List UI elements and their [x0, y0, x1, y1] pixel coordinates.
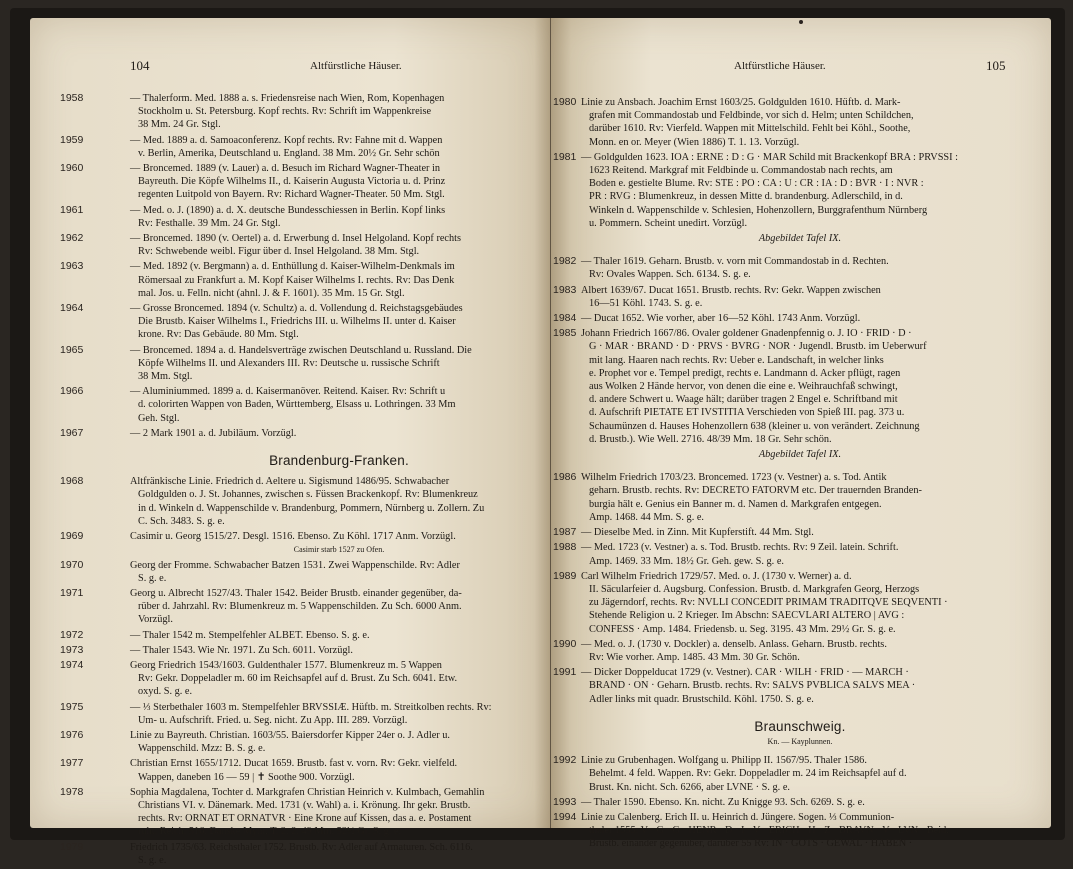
entry-text-line: Rv: Gekr. Doppeladler m. 60 im Reichsapfel auf d. Brust. Zu Sch. 6041. Etw.	[138, 673, 458, 685]
page-number: 105	[986, 58, 1006, 73]
catalog-entry	[60, 260, 548, 300]
entry-text-line: 38 Mm. Stgl.	[138, 371, 193, 383]
catalog-entry	[60, 728, 548, 755]
entry-text-line: rechts. Rv: ORNAT ET ORNATVR · Eine Krone auf Kissen, das a. e. Postament	[138, 813, 472, 825]
entry-text-line: G · MAR · BRAND · D · PRVS · BVRG · NOR · Jugendl. Brustb. im Ueberwurf	[589, 341, 927, 353]
entry-number: 1994	[553, 810, 577, 823]
entry-text-line: — Thaler 1542 m. Stempelfehler ALBET. Ebenso. S. g. e.	[130, 629, 370, 641]
entry-text-line: Adler links mit quadr. Brustschild. Köhl. 1750. S. g. e.	[589, 693, 814, 705]
entry-text-line: Linie zu Ansbach. Joachim Ernst 1603/25. Goldgulden 1610. Hüftb. d. Mark-	[581, 97, 901, 108]
entry-text-line: aus Wolken 2 Hände hervor, von denen die eine e. Weihrauchfaß schwingt,	[589, 381, 898, 393]
catalog-entry	[60, 232, 548, 258]
catalog-entry	[553, 666, 1019, 706]
catalog-entry	[60, 302, 548, 342]
entry-text-line: Geh. Stgl.	[138, 412, 180, 424]
entry-text-line: Sophia Magdalena, Tochter d. Markgrafen Christian Heinrich v. Kulmbach, Gemahlin	[130, 786, 485, 798]
entry-text-line: — Thaler 1590. Ebenso. Kn. nicht. Zu Knigge 93. Sch. 6269. S. g. e.	[581, 796, 865, 808]
entry-text-line: Carl Wilhelm Friedrich 1729/57. Med. o. J. (1730 v. Werner) a. d.	[581, 570, 852, 582]
catalog-entry	[553, 754, 1019, 794]
entry-text-line: — Broncemed. 1889 (v. Lauer) a. d. Besuch im Richard Wagner-Theater in	[130, 163, 441, 175]
entry-text-line: — Med. o. J. (1730 v. Dockler) a. denselb. Anlass. Geharn. Brustb. rechts.	[581, 638, 887, 650]
entry-text-line: Um- u. Aufschrift. Fried. u. Seg. nicht. Zu App. III. 289. Vorzügl.	[138, 714, 408, 726]
catalog-entry	[553, 471, 1019, 524]
entry-text-line: — Thalerform. Med. 1888 a. s. Friedensreise nach Wien, Rom, Kopenhagen	[130, 93, 445, 104]
catalog-entry	[553, 637, 1019, 664]
entry-text-line: thaler 1555. V · G · G · HENR · D · I · V · ERICH · H · Z · BRAVN · V · LVN · Beid.	[589, 825, 949, 837]
catalog-entry	[553, 283, 1019, 310]
entry-number: 1969	[60, 530, 84, 543]
entry-text-line: II. Säcularfeier d. Augsburg. Confession. Brustb. d. Markgrafen Georg, Herzogs	[589, 583, 920, 595]
entries-list	[553, 96, 1019, 706]
catalog-entry	[553, 150, 1019, 230]
entry-text-line: — Dicker Doppelducat 1729 (v. Vestner). CAR · WILH · FRID · — MARCH ·	[581, 667, 909, 679]
entry-text-line: Amp. 1469. 33 Mm. 18½ Gr. Geh. gew. S. g. e.	[589, 555, 784, 567]
entry-number: 1989	[553, 569, 577, 582]
entry-text-line: Rv: Schwebende weibl. Figur über d. Insel Helgoland. 38 Mm. Stgl.	[138, 246, 420, 258]
entry-text-line: mal. Jos. u. Felln. nicht (ahnl. J. & F. 1601). 35 Mm. 15 Gr. Stgl.	[138, 287, 405, 299]
entry-text-line: Rv: Ovales Wappen. Sch. 6134. S. g. e.	[589, 269, 751, 281]
entry-text-line: CONFESS · Amp. 1484. Friedensb. u. Seg. 3195. 43 Mm. 29½ Gr. S. g. e.	[589, 623, 896, 635]
catalog-entry	[60, 475, 548, 528]
section-title: Brandenburg-Franken.	[269, 453, 409, 469]
ink-dot	[799, 20, 803, 24]
entry-number: 1985	[553, 327, 577, 340]
catalog-entry	[553, 255, 1019, 281]
catalog-entry	[60, 133, 548, 160]
entry-text-line: — Broncemed. 1890 (v. Oertel) a. d. Erwerbung d. Insel Helgoland. Kopf rechts	[130, 233, 462, 245]
entry-text-line: Rv: Festhalle. 39 Mm. 24 Gr. Stgl.	[138, 217, 281, 229]
entry-text-line: Bayreuth. Die Köpfe Wilhelms II., d. Kaiserin Augusta Victoria u. d. Prinz	[138, 176, 446, 188]
entry-number: 1982	[553, 255, 577, 268]
entry-number: 1986	[553, 471, 577, 484]
entry-text-line: — 2 Mark 1901 a. d. Jubiläum. Vorzügl.	[130, 427, 297, 439]
entry-text-line: Monn. en or. Meyer (Wien 1886) T. 1. 13. Vorzügl.	[589, 136, 800, 148]
entry-text-line: — Goldgulden 1623. IOA : ERNE : D : G · MAR Schild mit Brackenkopf BRA : PRVSSI :	[581, 151, 959, 163]
catalog-entry	[60, 426, 548, 440]
entry-text-line: — Ducat 1652. Wie vorher, aber 16—52 Köhl. 1743 Anm. Vorzügl.	[581, 313, 861, 325]
entry-text-line: — Aluminiummed. 1899 a. d. Kaisermanöver. Reitend. Kaiser. Rv: Schrift u	[130, 386, 446, 398]
entry-number: 1963	[60, 260, 84, 273]
entry-number: 1991	[553, 666, 577, 679]
entry-number: 1974	[60, 658, 84, 671]
entry-text-line: Goldgulden o. J. St. Johannes, zwischen s. Füssen Brackenkopf. Rv: Blumenkreuz	[138, 489, 478, 501]
entry-number: 1983	[553, 283, 577, 296]
entry-number: 1981	[553, 150, 577, 163]
entry-number: 1972	[60, 628, 84, 641]
entry-text-line: Brust. Kn. nicht. Sch. 6266, aber LVNE · S. g. e.	[589, 781, 790, 793]
entry-text-line: — Dieselbe Med. in Zinn. Mit Kupferstift. 44 Mm. Stgl.	[581, 527, 814, 539]
running-head: Altfürstliche Häuser.	[734, 60, 826, 72]
entry-number: 1970	[60, 558, 84, 571]
entry-text-line: d. Brustb.). Wie Well. 2716. 48/39 Mm. 18 Gr. Sehr schön.	[589, 433, 832, 445]
figure-caption: Abgebildet Tafel IX.	[758, 449, 842, 461]
entry-text-line: — Med. o. J. (1890) a. d. X. deutsche Bundesschiessen in Berlin. Kopf links	[130, 204, 446, 216]
entry-text-line: 16—51 Köhl. 1743. S. g. e.	[589, 297, 703, 309]
page-number: 104	[130, 58, 150, 73]
entry-text-line: krone. Rv: Das Gebäude. 80 Mm. Stgl.	[138, 329, 299, 341]
entry-text-line: Friedrich 1735/63. Reichsthaler 1752. Brustb. Rv: Adler auf Armaturen. Sch. 6116.	[130, 841, 473, 853]
catalog-entry	[60, 658, 548, 699]
entry-text-line: zu Jägerndorf, rechts. Rv: NVLLI CONCEDIT PRIMAM TRADITQVE SEQVENTI ·	[589, 597, 948, 609]
entry-text-line: Linie zu Bayreuth. Christian. 1603/55. Baiersdorfer Kipper 24er o. J. Adler u.	[130, 729, 450, 741]
entry-text-line: Die Brustb. Kaiser Wilhelms I., Friedrichs III. u. Wilhelms II. unter d. Kaiser	[138, 316, 456, 328]
catalog-entry	[553, 96, 1019, 149]
entry-text-line: d. andere Schwert u. Waage hält; darüber tragen 2 Engel e. Schriftband mit	[589, 394, 898, 406]
entries-list	[60, 92, 548, 440]
entry-text-line: Altfränkische Linie. Friedrich d. Aeltere u. Sigismund 1486/95. Schwabacher	[130, 476, 450, 488]
entry-number: 1993	[553, 795, 577, 808]
entry-text-line: — Med. 1723 (v. Vestner) a. s. Tod. Brustb. rechts. Rv: 9 Zeil. latein. Schrift.	[581, 542, 899, 554]
entry-text-line: Georg der Fromme. Schwabacher Batzen 1531. Zwei Wappenschilde. Rv: Adler	[130, 559, 460, 571]
entry-text-line: mit lang. Haaren nach rechts. Rv: Ueber e. Landschaft, in welcher links	[589, 354, 884, 366]
catalog-entry	[60, 586, 548, 627]
entry-text-line: Christian Ernst 1655/1712. Ducat 1659. Brustb. fast v. vorn. Rv: Gekr. vielfeld.	[130, 758, 458, 770]
entry-number: 1977	[60, 757, 84, 770]
entry-text-line: geharn. Brustb. rechts. Rv: DECRETO FATORVM etc. Der trauernden Branden-	[589, 485, 922, 497]
catalog-entry	[60, 785, 548, 839]
entry-number: 1966	[60, 385, 84, 398]
entry-text-line: Linie zu Calenberg. Erich II. u. Heinrich d. Jüngere. Sogen. ⅓ Communion-	[581, 811, 895, 823]
catalog-entry	[60, 530, 548, 556]
catalog-entry	[553, 795, 1019, 809]
entry-text-line: Georg Friedrich 1543/1603. Guldenthaler 1577. Blumenkreuz m. 5 Wappen	[130, 659, 442, 671]
entry-number: 1979	[60, 840, 84, 853]
catalog-entry	[60, 203, 548, 230]
catalog-entry	[553, 526, 1019, 539]
entry-text-line: Albert 1639/67. Ducat 1651. Brustb. rechts. Rv: Gekr. Wappen zwischen	[581, 284, 881, 296]
entry-text-line: — Thaler 1543. Wie Nr. 1971. Zu Sch. 6011. Vorzügl.	[130, 644, 353, 656]
entry-text-line: oxyd. S. g. e.	[138, 686, 193, 698]
entry-text-line: Christians VI. v. Dänemark. Med. 1731 (v. Wahl) a. i. Krönung. Ihr gekr. Brustb.	[138, 799, 471, 811]
catalog-entry	[60, 628, 548, 642]
entry-text-line: Wilhelm Friedrich 1703/23. Broncemed. 1723 (v. Vestner) a. s. Tod. Antik	[581, 472, 887, 484]
entry-number: 1984	[553, 312, 577, 325]
entry-text-line: — Grosse Broncemed. 1894 (v. Schultz) a. d. Vollendung d. Reichstagsgebäudes	[130, 303, 463, 315]
entry-text-line: Linie zu Grubenhagen. Wolfgang u. Philipp II. 1567/95. Thaler 1586.	[581, 755, 867, 767]
entry-text-line: regenten Luitpold von Bayern. Rv: Richard Wagner-Theater. 50 Mm. Stgl.	[138, 189, 445, 201]
catalog-entry	[60, 92, 548, 132]
section-subtitle: Kn. — Kayplunnen.	[767, 736, 833, 746]
entry-number: 1987	[553, 526, 577, 539]
right-page	[551, 18, 1051, 850]
catalog-entry	[553, 312, 1019, 325]
entry-text-line: in d. Winkeln d. Wappenschilde v. Brandenburg, Pommern, Nürnberg u. Zollern. Zu	[138, 502, 485, 514]
entry-text-line: Behelmt. 4 feld. Wappen. Rv: Gekr. Doppeladler m. 24 im Reichsapfel auf d.	[589, 768, 907, 780]
entry-text-line: — Med. 1889 a. d. Samoaconferenz. Kopf rechts. Rv: Fahne mit d. Wappen	[130, 134, 443, 146]
catalog-entry	[553, 541, 1019, 567]
section-title: Braunschweig.	[754, 718, 846, 734]
entry-number: 1967	[60, 426, 84, 439]
entry-text-line: — ⅓ Sterbethaler 1603 m. Stempelfehler BRVSSIÆ. Hüftb. m. Streitkolben rechts. Rv:	[130, 701, 492, 713]
entry-text-line: Köpfe Wilhelms II. und Alexanders III. Rv: Deutsche u. russische Schrift	[138, 357, 440, 369]
entry-text-line: Schaumünzen d. Hauses Hohenzollern 638 (kleiner u. von verändert. Zeichnung	[589, 420, 920, 432]
catalog-entry	[60, 162, 548, 202]
entry-text-line: d. colorirten Wappen von Baden, Württemberg, Elsass u. Lothringen. 33 Mm	[138, 399, 456, 411]
entry-text-line: e. Prophet vor e. Tempel predigt, rechts e. Landmann d. Acker pflügt, ragen	[589, 367, 901, 379]
entry-text-line: Stockholm u. St. Petersburg. Kopf rechts. Rv: Schrift im Wappenkreise	[138, 106, 432, 118]
page-content	[553, 96, 1019, 853]
entry-text-line: Vorzügl.	[138, 614, 173, 626]
entry-text-line: Brustb. einander gegenüber, darüber 55 Rv: IN · GOTS · GEWAL · HABEN ·	[589, 838, 913, 850]
entry-text-line: Wappen, daneben 16 — 59 | ✝ Soothe 900. Vorzügl.	[138, 771, 355, 783]
entry-number: 1973	[60, 643, 84, 656]
entry-text-line: Wappenschild. Mzz: B. S. g. e.	[138, 743, 266, 755]
entry-text-line: Georg u. Albrecht 1527/43. Thaler 1542. Beider Brustb. einander gegenüber, da-	[130, 587, 462, 599]
entry-text-line: 38 Mm. 24 Gr. Stgl.	[138, 119, 221, 131]
entry-number: 1962	[60, 232, 84, 245]
entry-number: 1971	[60, 586, 84, 599]
entry-number: 1965	[60, 343, 84, 356]
page-content	[60, 92, 548, 869]
entry-text-line: — Broncemed. 1894 a. d. Handelsverträge zwischen Deutschland u. Russland. Die	[130, 344, 472, 356]
catalog-entry	[60, 558, 548, 585]
catalog-entry	[60, 840, 548, 867]
entry-text-line: 1623 Reitend. Markgraf mit Feldbinde u. Commandostab nach rechts, am	[589, 165, 893, 177]
catalog-entry	[60, 385, 548, 425]
running-head: Altfürstliche Häuser.	[310, 60, 402, 72]
catalog-entry	[60, 700, 548, 727]
entry-text-line: rüber d. Jahrzahl. Rv: Blumenkreuz m. 5 Wappenschilden. Zu Sch. 6000 Anm.	[138, 601, 462, 613]
entry-text-line: PR : RVG : Blumenkreuz, in dessen Mitte d. brandenburg. Adlerschild, in d.	[589, 191, 903, 203]
entry-number: 1964	[60, 302, 84, 315]
entry-number: 1975	[60, 700, 84, 713]
entry-text-line: — Thaler 1619. Geharn. Brustb. v. vorn mit Commandostab in d. Rechten.	[581, 256, 889, 268]
entry-note: Casimir starb 1527 zu Ofen.	[293, 545, 385, 555]
entry-text-line: — Med. 1892 (v. Bergmann) a. d. Enthüllung d. Kaiser-Wilhelm-Denkmals im	[130, 261, 455, 273]
entry-number: 1960	[60, 162, 84, 175]
entry-number: 1990	[553, 637, 577, 650]
entry-number: 1980	[553, 96, 577, 108]
entry-text-line: burgia hält e. Genius ein Banner m. d. Namen d. Markgrafen entgegen.	[589, 498, 882, 510]
entry-text-line: Boden e. gestielte Blume. Rv: STE : PO : CA : U : CR : IA : D : BVR · I : NVR :	[589, 178, 924, 190]
entry-text-line: Römersaal zu Frankfurt a. M. Kopf Kaiser Wilhelms I. rechts. Rv: Das Denk	[138, 274, 455, 286]
left-page	[30, 18, 550, 866]
entry-text-line: S. g. e.	[138, 854, 167, 866]
entry-text-line: ruht. Reich. 516. Danske Mynt. T. 2. 2. 49 Mm. 52½ Gr. S. g. e.	[138, 826, 402, 838]
catalog-entry	[553, 569, 1019, 636]
entry-text-line: BRAND · ON · Geharn. Brustb. rechts. Rv: SALVS PVBLICA SALVS MEA ·	[589, 680, 916, 692]
entry-number: 1958	[60, 92, 84, 104]
catalog-entry	[553, 810, 1019, 851]
entry-text-line: v. Berlin, Amerika, Deutschland u. England. 38 Mm. 20½ Gr. Sehr schön	[138, 147, 440, 159]
entry-text-line: grafen mit Commandostab und Feldbinde, vor sich d. Helm; unten Schildchen,	[589, 110, 914, 122]
entries-list	[553, 754, 1019, 850]
catalog-entry	[60, 757, 548, 783]
entry-number: 1988	[553, 541, 577, 554]
entry-text-line: Amp. 1468. 44 Mm. S. g. e.	[589, 511, 704, 523]
entry-number: 1968	[60, 475, 84, 488]
entry-text-line: Johann Friedrich 1667/86. Ovaler goldener Gnadenpfennig o. J. IO · FRID · D ·	[581, 328, 912, 340]
entry-number: 1961	[60, 203, 84, 216]
catalog-entry	[60, 643, 548, 657]
entry-text-line: Casimir u. Georg 1515/27. Desgl. 1516. Ebenso. Zu Köhl. 1717 Anm. Vorzügl.	[130, 531, 456, 543]
entry-number: 1978	[60, 785, 84, 798]
entry-number: 1976	[60, 728, 84, 741]
entry-text-line: d. Aufschrift PIETATE ET IVSTITIA Verschieden von Spieß III. pag. 373 u.	[589, 407, 905, 419]
entry-text-line: darüber 1610. Rv: Vierfeld. Wappen mit Mittelschild. Fehlt bei Köhl., Soothe,	[589, 123, 911, 135]
entry-text-line: C. Sch. 3483. S. g. e.	[138, 515, 225, 527]
entry-text-line: Stehende Religion u. 2 Krieger. Im Abschn: SAECVLARI ALTERO | AVG :	[589, 610, 905, 622]
entry-number: 1959	[60, 133, 84, 146]
entry-text-line: Winkeln d. Wappenschilde v. Schlesien, Hohenzollern, Burggrafenthum Nürnberg	[589, 204, 928, 216]
catalog-entry	[553, 327, 1019, 446]
entries-list	[60, 475, 548, 867]
figure-caption: Abgebildet Tafel IX.	[758, 233, 842, 245]
entry-number: 1992	[553, 754, 577, 767]
catalog-entry	[60, 343, 548, 384]
entry-text-line: Rv: Wie vorher. Amp. 1485. 43 Mm. 30 Gr. Schön.	[589, 651, 800, 663]
entry-text-line: u. Pommern. Scheint unedirt. Vorzügl.	[589, 217, 748, 229]
entry-text-line: S. g. e.	[138, 572, 167, 584]
